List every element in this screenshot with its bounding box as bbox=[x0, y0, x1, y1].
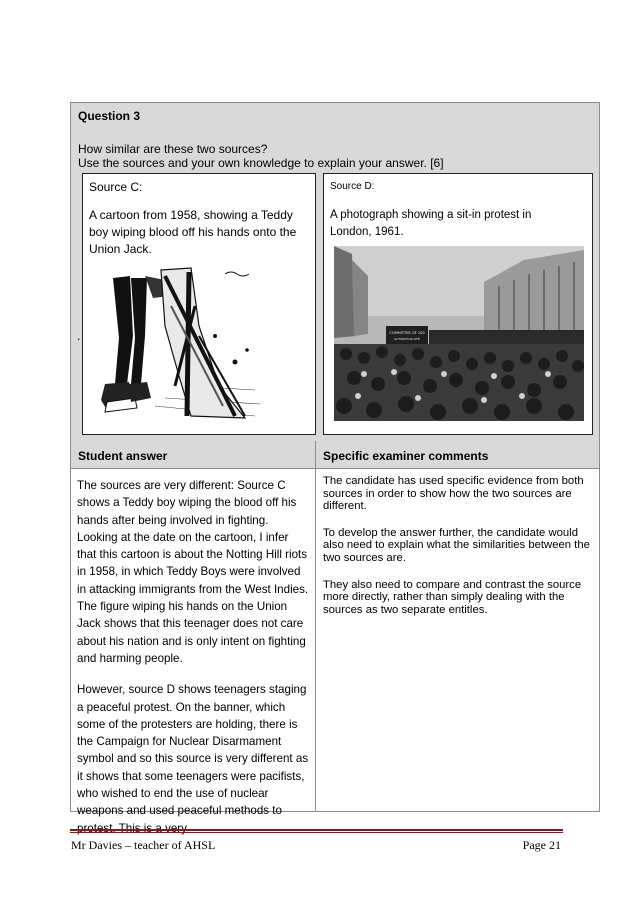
question-line-2: Use the sources and your own knowledge to explain your answer. [6] bbox=[78, 156, 444, 170]
question-table bbox=[70, 102, 600, 818]
footer-rule-thin bbox=[70, 832, 563, 833]
student-answer-cell bbox=[71, 469, 316, 818]
examiner-comment-2: To develop the answer further, the candidate would also need to explain what the similarities between the two sources are. bbox=[323, 526, 590, 564]
question-prompt bbox=[78, 142, 444, 170]
examiner-comments-cell bbox=[316, 469, 599, 811]
source-c-cartoon-image bbox=[95, 266, 262, 426]
source-c-description: A cartoon from 1958, showing a Teddy boy wiping blood off his hands onto the Union Jack. bbox=[89, 208, 297, 256]
examiner-comment-3: They also need to compare and contrast the source more directly, rather than simply dealing with the sources as two separate entitles. bbox=[323, 578, 582, 616]
footer-rule-thick bbox=[70, 829, 563, 831]
examiner-comments-header: Specific examiner comments bbox=[316, 441, 599, 469]
source-d-protest-photo bbox=[334, 246, 584, 421]
source-d-box bbox=[323, 173, 593, 435]
examiner-comment-1: The candidate has used specific evidence from both sources in order to show how the two sources are different. bbox=[323, 475, 584, 513]
question-header-cell bbox=[71, 103, 599, 442]
source-c-label: Source C: bbox=[89, 180, 143, 194]
student-answer-paragraph-1: The sources are very different: Source C shows a Teddy boy wiping the blood off his hands after being involved in fighting. Looking at the date on the cartoon, I infer that this cartoon is about the Notting Hill riots in 1958, in which Teddy Boys were involved in attacking immigrants from the West Indies. The figure wiping his hands on the Union Jack shows that this teenager does not care about his nation and is only intent on fighting and harming people. bbox=[77, 479, 309, 665]
footer-page-number: Page 21 bbox=[522, 838, 561, 852]
student-answer-header: Student answer bbox=[71, 441, 316, 469]
question-title: Question 3 bbox=[78, 109, 141, 123]
source-d-description: A photograph showing a sit-in protest in London, 1961. bbox=[330, 209, 532, 238]
source-d-label: Source D: bbox=[330, 181, 375, 192]
svg-text:ACTION FOR LIFE: ACTION FOR LIFE bbox=[394, 337, 420, 341]
footer-author: Mr Davies – teacher of AHSL bbox=[71, 838, 216, 852]
student-answer-paragraph-2: However, source D shows teenagers staging a peaceful protest. On the banner, which some of the protesters are holding, there is the Campaign for Nuclear Disarmament symbol and so this source is very different as it shows that some teenagers were pacifists, who wished to end the use of nuclear weapons and used peaceful methods to bbox=[77, 683, 309, 818]
source-c-box bbox=[82, 173, 316, 435]
photo-banner-text: COMMITTEE OF 100 bbox=[389, 331, 425, 335]
stray-dot: . bbox=[77, 329, 81, 343]
question-line-1: How similar are these two sources? bbox=[78, 142, 268, 156]
